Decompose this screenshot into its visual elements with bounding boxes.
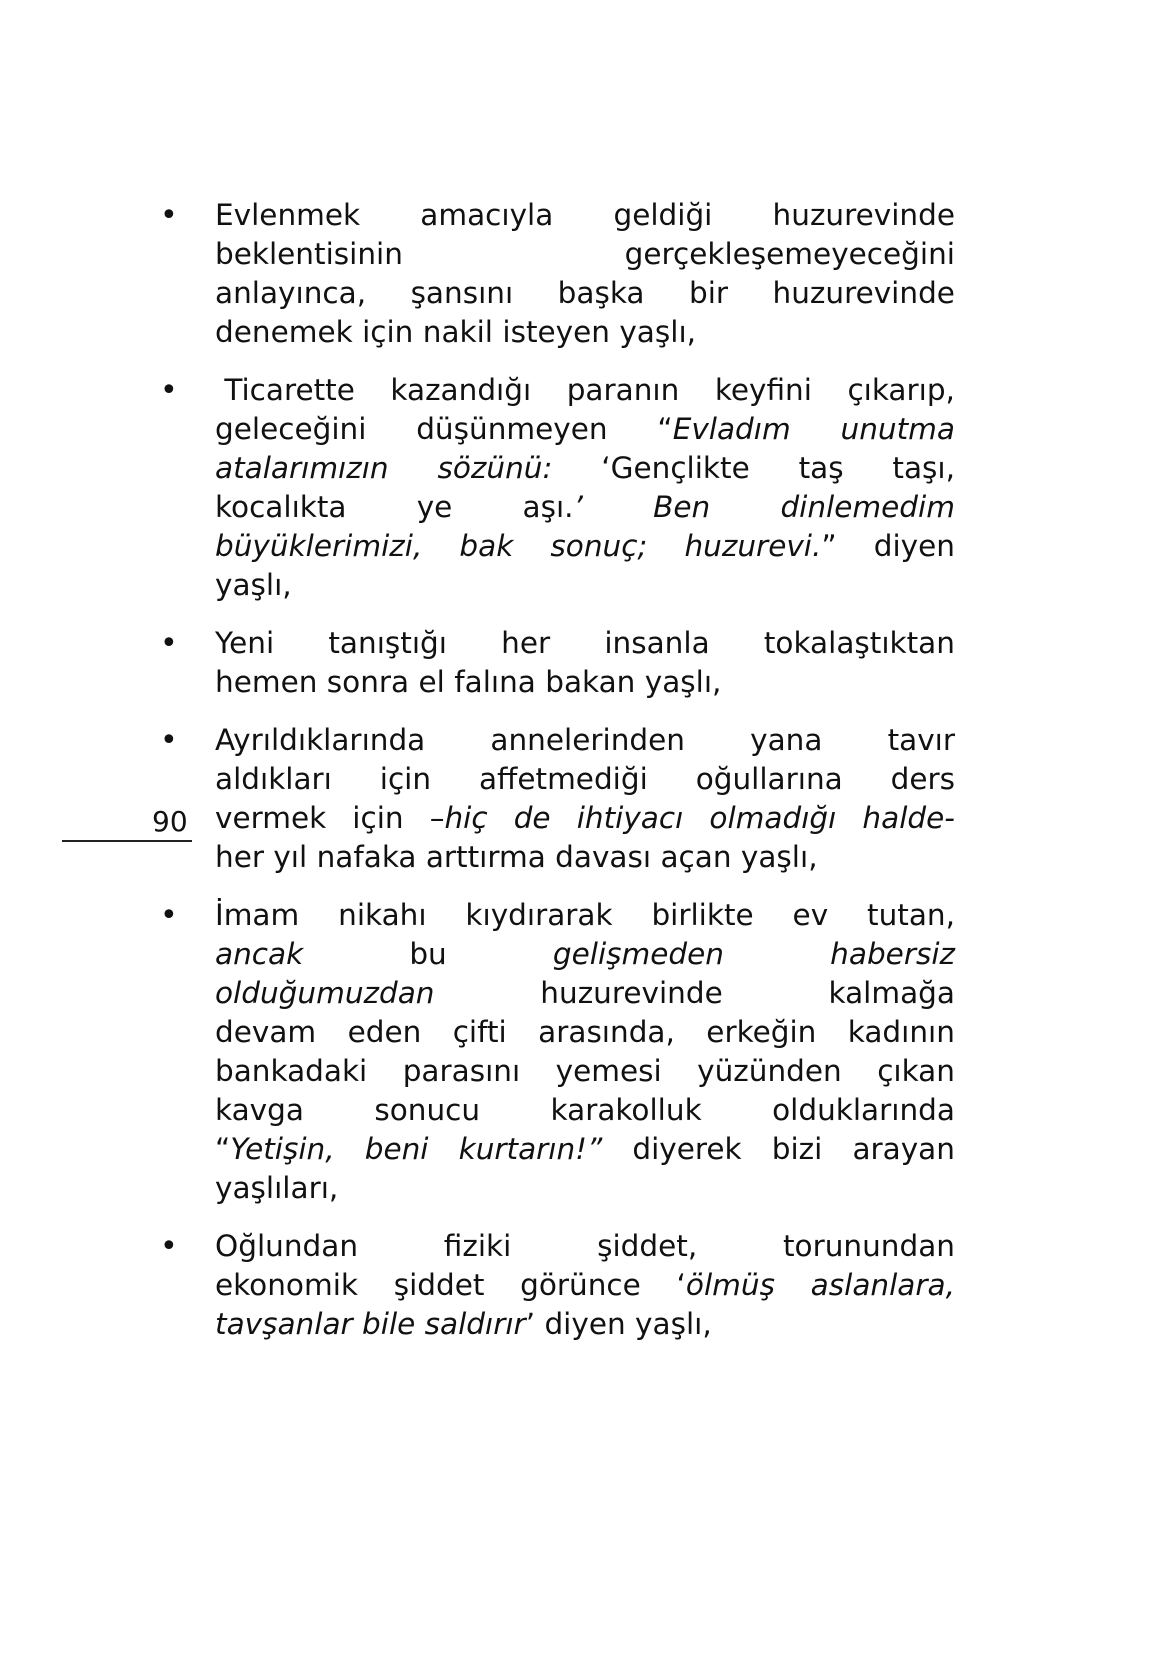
word: [684, 527, 836, 566]
word: [374, 1091, 480, 1130]
word: [874, 527, 955, 566]
list-item: [150, 196, 960, 352]
text: her yıl nafaka arttırma davası açan yaşlı,: [215, 840, 818, 874]
text: Ayrıldıklarında: [215, 723, 426, 757]
word: [459, 1130, 603, 1169]
text: ‘Gençlikte: [601, 451, 750, 485]
word: [215, 760, 332, 799]
text-line: [215, 799, 955, 838]
text: ev: [792, 898, 829, 932]
text: parasını: [402, 1054, 521, 1088]
text-line: [215, 935, 955, 974]
word: [696, 760, 843, 799]
word: [490, 721, 685, 760]
text: yüzünden: [697, 1054, 842, 1088]
word: [215, 1266, 358, 1305]
word: [417, 488, 453, 527]
text-line: [215, 527, 955, 566]
text: torunundan: [782, 1229, 955, 1263]
text-line: [215, 1091, 955, 1130]
word: [540, 974, 722, 1013]
text: amacıyla: [420, 198, 554, 232]
text: bir: [688, 276, 729, 310]
word: [577, 799, 684, 838]
word: [551, 1091, 702, 1130]
italic-text: Yetişin,: [230, 1132, 335, 1166]
text: Evlenmek: [215, 198, 361, 232]
italic-text: Ben: [653, 490, 711, 524]
word: [632, 1130, 741, 1169]
word: [773, 196, 955, 235]
text: kocalıkta: [215, 490, 347, 524]
word: [215, 449, 389, 488]
word: [444, 1227, 512, 1266]
text: devam: [215, 1015, 317, 1049]
italic-text: de: [513, 801, 551, 835]
word: [465, 896, 612, 935]
word: [215, 1013, 316, 1052]
word: [715, 371, 812, 410]
page-number: 90: [152, 805, 188, 838]
word: [215, 935, 303, 974]
word: [394, 1266, 485, 1305]
text: arasında,: [538, 1015, 675, 1049]
word: [613, 196, 712, 235]
word: [215, 799, 326, 838]
word: [773, 274, 955, 313]
word: [783, 1227, 955, 1266]
italic-text: bak: [459, 529, 514, 563]
word: [215, 371, 355, 410]
italic-text: kurtarın!”: [458, 1132, 603, 1166]
word: [215, 721, 425, 760]
text-line: [215, 974, 955, 1013]
word: [689, 274, 728, 313]
italic-text: atalarımızın: [215, 451, 389, 485]
word: [772, 1130, 823, 1169]
text: aldıkları: [215, 762, 332, 796]
text: huzurevinde: [772, 276, 955, 310]
text-line: [215, 235, 955, 274]
text-line: [215, 1052, 955, 1091]
italic-text: unutma: [840, 412, 955, 446]
italic-text: beni: [364, 1132, 429, 1166]
text: başka: [557, 276, 645, 310]
italic-text: habersiz: [830, 937, 955, 971]
word: [625, 235, 955, 274]
word: [430, 799, 488, 838]
text: eden: [347, 1015, 422, 1049]
word: [215, 527, 422, 566]
text: beklentisinin: [215, 237, 403, 271]
word: [558, 274, 645, 313]
text: huzurevinde: [540, 976, 723, 1010]
italic-text: olmadığı: [709, 801, 837, 835]
italic-text: aslanlara,: [810, 1268, 955, 1302]
text-line: [215, 838, 955, 877]
text: vermek: [215, 801, 327, 835]
word: [538, 1013, 675, 1052]
word: [479, 760, 648, 799]
word: [215, 974, 435, 1013]
text: yaşlıları,: [215, 1171, 339, 1205]
word: [793, 896, 829, 935]
word: [380, 760, 431, 799]
word: [553, 935, 724, 974]
text: her: [501, 626, 551, 660]
word: [215, 196, 360, 235]
word: [420, 196, 553, 235]
word: [709, 799, 836, 838]
page-number-rule: [62, 840, 192, 842]
bullet-icon: •: [160, 1229, 178, 1264]
text: İmam: [215, 898, 300, 932]
text: aşı.: [522, 490, 574, 524]
text: Ticarette: [215, 373, 355, 407]
text: bu: [409, 937, 447, 971]
text-line: [215, 274, 955, 313]
text: hemen sonra el falına bakan yaşlı,: [215, 665, 722, 699]
word: [852, 1130, 955, 1169]
word: [411, 274, 514, 313]
word: [830, 935, 955, 974]
italic-text: ’: [573, 490, 583, 524]
text-line: [215, 896, 955, 935]
text: huzurevinde: [772, 198, 955, 232]
text: keyfini: [714, 373, 812, 407]
italic-text: büyüklerimizi,: [215, 529, 423, 563]
word: [651, 896, 753, 935]
italic-text: gelişmeden: [552, 937, 725, 971]
word: [677, 1266, 775, 1305]
text: için: [352, 801, 404, 835]
text: ’ diyen yaşlı,: [525, 1307, 712, 1341]
word: [215, 410, 366, 449]
word: [215, 315, 696, 349]
italic-text: olduğumuzdan: [215, 976, 435, 1010]
word: [706, 1013, 816, 1052]
text: erkeğin: [706, 1015, 817, 1049]
list-item: [150, 1227, 960, 1344]
word: [215, 488, 347, 527]
word: [348, 1013, 422, 1052]
word: [867, 896, 955, 935]
word: [215, 568, 292, 602]
text: şansını: [410, 276, 514, 310]
text: ekonomik: [215, 1268, 358, 1302]
word: [892, 449, 955, 488]
text: ”: [821, 529, 837, 563]
word: [390, 371, 531, 410]
text: ders: [890, 762, 955, 796]
text-line: [215, 488, 955, 527]
text: tutan,: [867, 898, 955, 932]
text: tanıştığı: [328, 626, 447, 660]
text: denemek için nakil isteyen yaşlı,: [215, 315, 697, 349]
text: birlikte: [651, 898, 754, 932]
text-line: [215, 663, 955, 702]
word: [215, 274, 366, 313]
italic-text: halde-: [862, 801, 955, 835]
word: [829, 974, 955, 1013]
text-line: [215, 1169, 955, 1208]
text: yemesi: [555, 1054, 662, 1088]
text: şiddet,: [597, 1229, 698, 1263]
text: “: [215, 1132, 231, 1166]
text-line: [215, 410, 955, 449]
list-item: [150, 371, 960, 605]
text-line: [215, 1013, 955, 1052]
text: kadının: [847, 1015, 955, 1049]
text: oğullarına: [695, 762, 843, 796]
text: Yeni: [215, 626, 275, 660]
text: olduklarında: [772, 1093, 955, 1127]
word: [352, 799, 403, 838]
bullet-icon: •: [160, 723, 178, 758]
italic-text: ancak: [215, 937, 304, 971]
list-item: [150, 721, 960, 877]
word: [338, 896, 426, 935]
word: [597, 1227, 697, 1266]
text: ‘: [676, 1268, 686, 1302]
word: [514, 799, 551, 838]
word: [453, 1013, 507, 1052]
text: şiddet: [393, 1268, 485, 1302]
text: –: [429, 801, 445, 835]
word: [215, 1091, 304, 1130]
text: arayan: [852, 1132, 955, 1166]
text: insanla: [604, 626, 710, 660]
bullet-icon: •: [160, 626, 178, 661]
text-line: [215, 313, 955, 352]
italic-text: Evladım: [672, 412, 791, 446]
word: [328, 624, 447, 663]
text: diyen: [873, 529, 955, 563]
word: [215, 1307, 712, 1341]
word: [416, 410, 607, 449]
text: kavga: [215, 1093, 304, 1127]
text: paranın: [566, 373, 680, 407]
word: [697, 1052, 842, 1091]
list-item: [150, 624, 960, 702]
word: [365, 1130, 429, 1169]
bullet-icon: •: [160, 898, 178, 933]
text: yana: [750, 723, 823, 757]
word: [772, 1091, 955, 1130]
text-line: [215, 449, 955, 488]
word: [459, 527, 513, 566]
text-line: [215, 1227, 955, 1266]
text: çıkan: [877, 1054, 955, 1088]
text: için: [379, 762, 432, 796]
text: karakolluk: [550, 1093, 702, 1127]
text: tokalaştıktan: [763, 626, 955, 660]
text-line: [215, 566, 955, 605]
word: [215, 840, 818, 874]
word: [847, 371, 955, 410]
word: [862, 799, 955, 838]
word: [888, 721, 955, 760]
text: kazandığı: [390, 373, 532, 407]
word: [604, 624, 709, 663]
bullet-list: [150, 196, 960, 1363]
word: [653, 488, 710, 527]
word: [215, 665, 721, 699]
text-line: [215, 1130, 955, 1169]
italic-text: huzurevi.: [684, 529, 822, 563]
text: bankadaki: [215, 1054, 368, 1088]
text: ye: [416, 490, 453, 524]
word: [215, 235, 403, 274]
italic-text: tavşanlar bile saldırır: [215, 1307, 526, 1341]
word: [556, 1052, 662, 1091]
word: [811, 1266, 955, 1305]
text: affetmediği: [478, 762, 648, 796]
text-line: [215, 1305, 955, 1344]
text: geleceğini: [215, 412, 367, 446]
text: kıydırarak: [465, 898, 613, 932]
word: [877, 1052, 955, 1091]
word: [215, 896, 299, 935]
text: çıkarıp,: [847, 373, 955, 407]
italic-text: ihtiyacı: [576, 801, 684, 835]
text: “: [657, 412, 673, 446]
word: [215, 1052, 367, 1091]
word: [215, 1171, 338, 1205]
word: [750, 721, 822, 760]
text: yaşlı,: [215, 568, 292, 602]
bullet-icon: •: [160, 198, 178, 233]
text: taş: [798, 451, 844, 485]
text: sonucu: [374, 1093, 481, 1127]
italic-text: dinlemedim: [780, 490, 955, 524]
word: [403, 1052, 520, 1091]
word: [764, 624, 955, 663]
italic-text: sonuç;: [550, 529, 648, 563]
text: tavır: [887, 723, 955, 757]
word: [437, 449, 552, 488]
text-line: [215, 196, 955, 235]
text-line: [215, 624, 955, 663]
word: [848, 1013, 955, 1052]
text-line: [215, 371, 955, 410]
text-line: [215, 760, 955, 799]
italic-text: ölmüş: [685, 1268, 775, 1302]
text: taşı,: [892, 451, 955, 485]
text: nikahı: [338, 898, 427, 932]
word: [409, 935, 446, 974]
word: [780, 488, 955, 527]
text-line: [215, 1266, 955, 1305]
text: annelerinden: [490, 723, 685, 757]
word: [799, 449, 844, 488]
list-item: [150, 896, 960, 1208]
bullet-icon: •: [160, 373, 178, 408]
word: [523, 488, 583, 527]
text: diyerek: [632, 1132, 742, 1166]
text: gerçekleşemeyeceğini: [624, 237, 955, 271]
word: [215, 624, 274, 663]
word: [891, 760, 955, 799]
text: düşünmeyen: [416, 412, 608, 446]
word: [601, 449, 750, 488]
text: geldiği: [613, 198, 713, 232]
text: görünce: [520, 1268, 641, 1302]
text: bizi: [771, 1132, 823, 1166]
word: [501, 624, 550, 663]
word: [215, 1227, 358, 1266]
text: çifti: [452, 1015, 507, 1049]
text: kalmağa: [828, 976, 955, 1010]
word: [567, 371, 680, 410]
word: [657, 410, 790, 449]
italic-text: sözünü:: [437, 451, 553, 485]
text: fiziki: [443, 1229, 512, 1263]
text: Oğlundan: [215, 1229, 359, 1263]
word: [550, 527, 647, 566]
italic-text: hiç: [444, 801, 488, 835]
word: [215, 1130, 335, 1169]
word: [841, 410, 955, 449]
word: [520, 1266, 641, 1305]
text: anlayınca,: [215, 276, 367, 310]
text-line: [215, 721, 955, 760]
